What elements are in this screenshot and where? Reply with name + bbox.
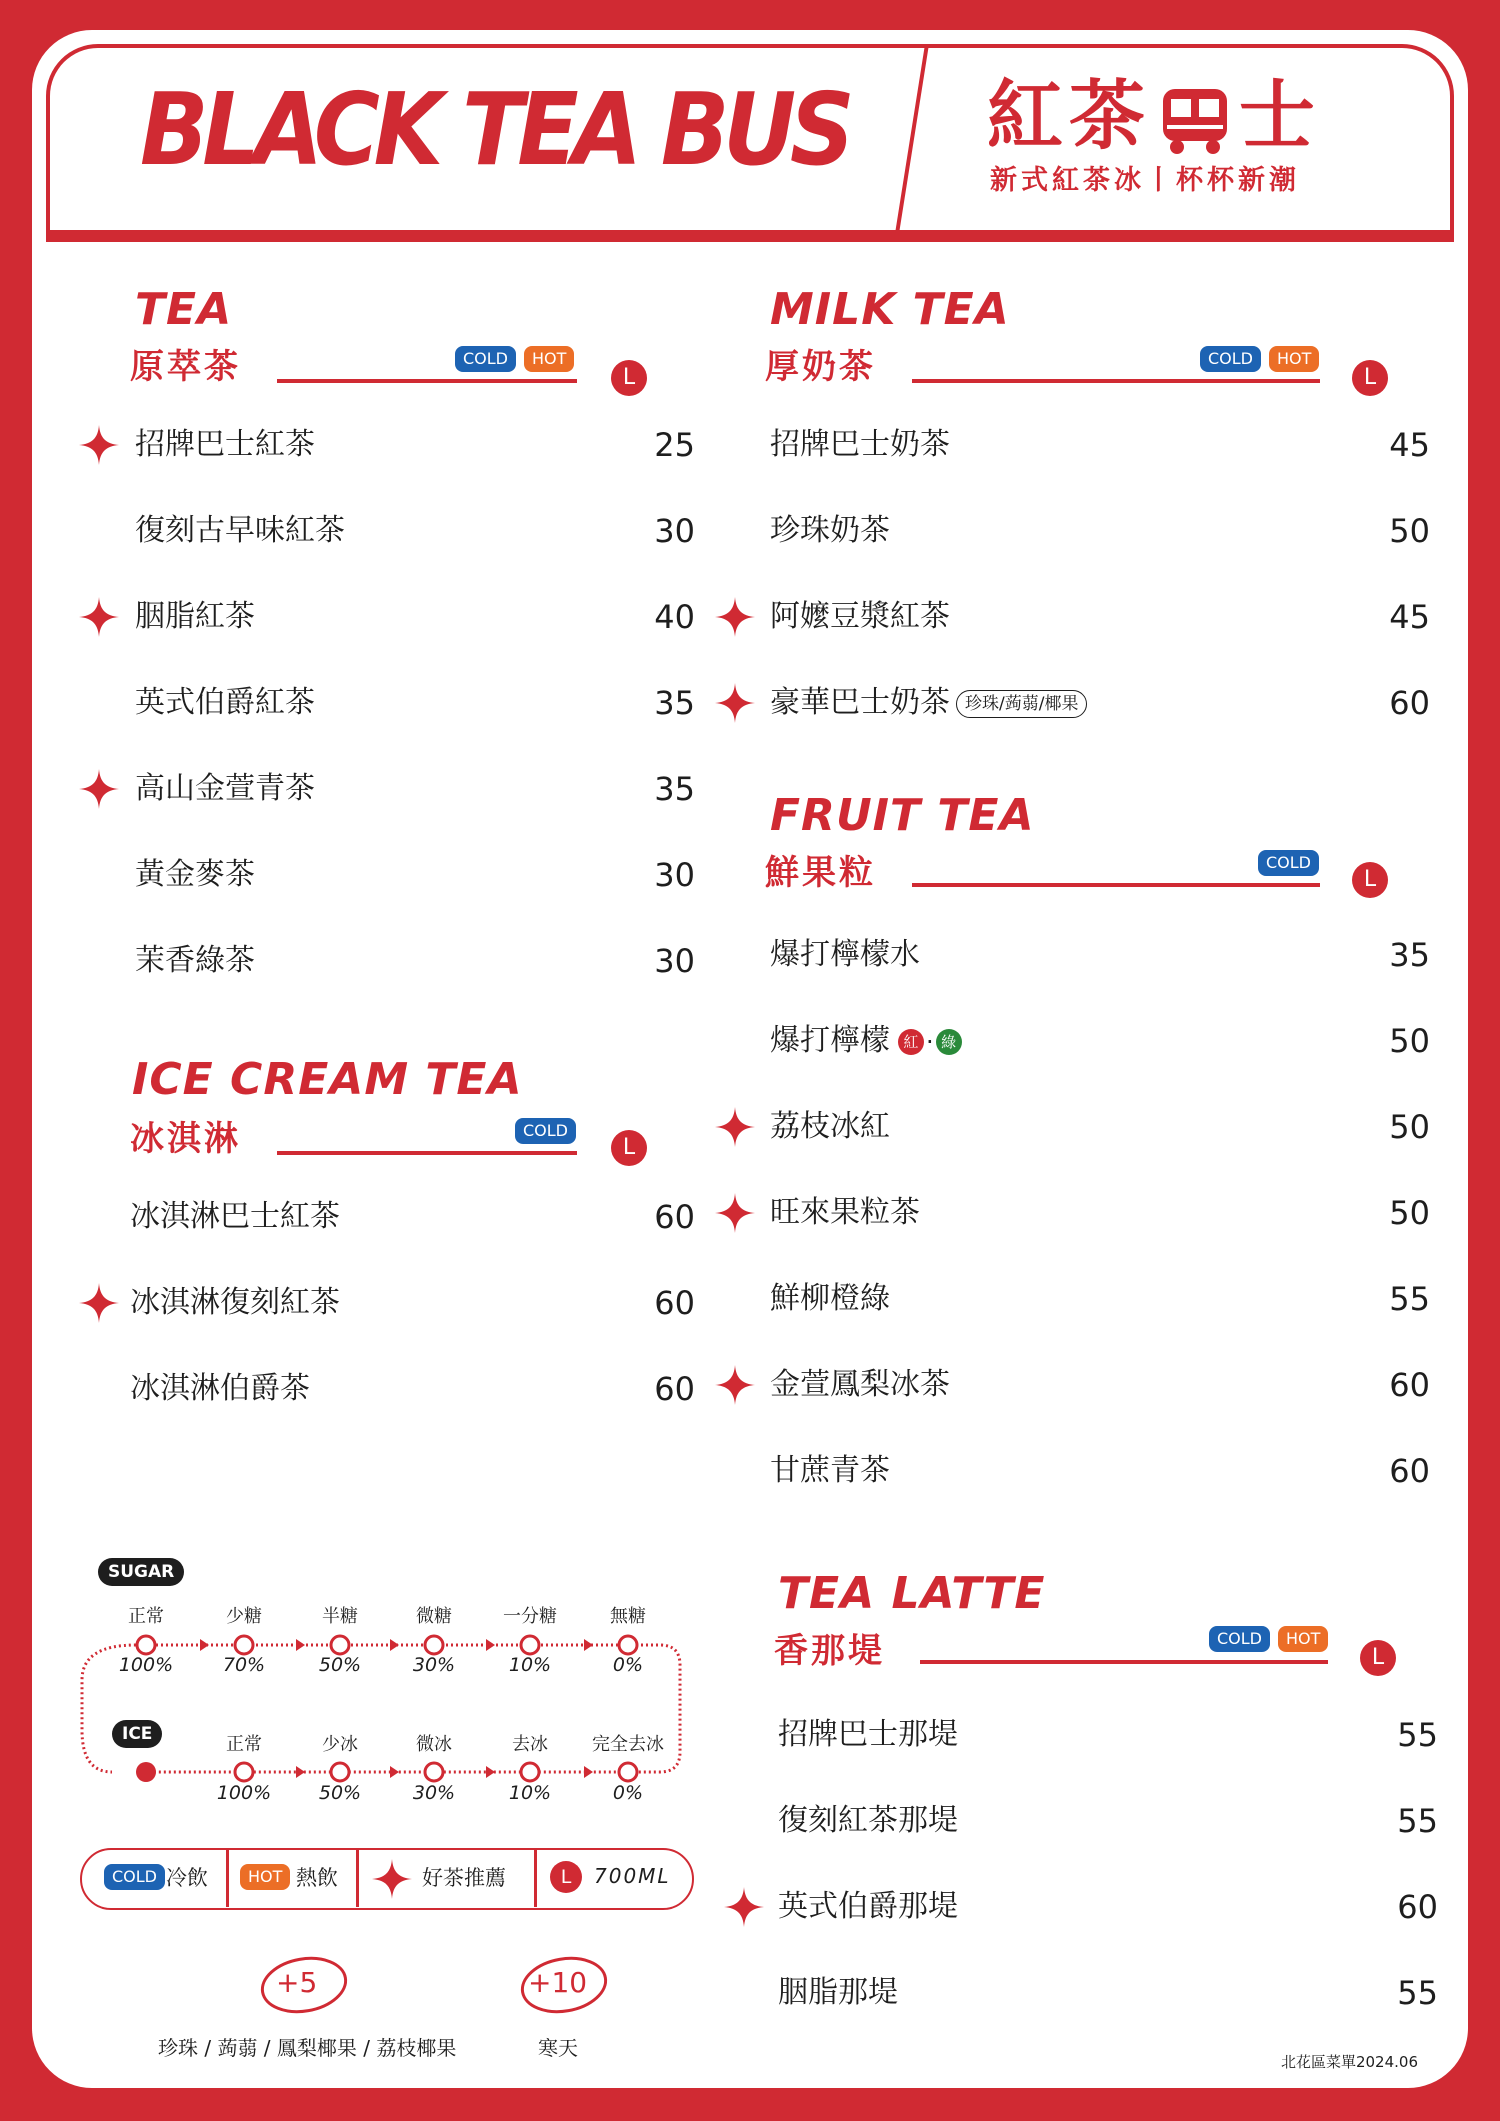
- milktea-title-zh: 厚奶茶: [765, 347, 876, 387]
- fruittea-title-zh: 鮮果粒: [765, 853, 876, 893]
- fruittea-title-en: FRUIT TEA: [770, 790, 1035, 841]
- menu-item: [770, 1446, 1430, 1496]
- legend-divider: [356, 1850, 359, 1907]
- route-arrow-icon: [296, 1766, 305, 1778]
- menu-item-label: 旺來果粒茶: [770, 1195, 920, 1230]
- menu-item-price: 30: [654, 512, 695, 550]
- route-arrow-icon: [486, 1766, 495, 1778]
- menu-item-price: 45: [1389, 598, 1430, 636]
- route-arrow-icon: [390, 1766, 399, 1778]
- menu-item-price: 55: [1389, 1280, 1430, 1318]
- ice-level-node: [521, 1763, 539, 1781]
- brand-zh-part-a: 紅茶: [987, 71, 1151, 160]
- menu-item-label: 茉香綠茶: [135, 943, 255, 978]
- menu-item: [770, 678, 1430, 728]
- menu-item-price: 30: [654, 942, 695, 980]
- sugar-ice-route: [32, 30, 732, 1850]
- sugar-level-percent: 70%: [222, 1654, 266, 1676]
- menu-item-price: 55: [1397, 1974, 1438, 2012]
- milktea-hot-badge: HOT: [1269, 346, 1319, 372]
- legend: [80, 1848, 694, 1910]
- menu-item-price: 40: [654, 598, 695, 636]
- sugar-level-percent: 50%: [318, 1654, 362, 1676]
- ice-level-percent: 30%: [412, 1782, 456, 1804]
- icecream-size-badge: L: [611, 1130, 647, 1166]
- option-green-dot: 綠: [936, 1029, 962, 1055]
- latte-title-zh: 香那堤: [774, 1631, 885, 1671]
- addon-10-price: +10: [528, 1966, 588, 1999]
- menu-item-name: [770, 930, 920, 980]
- bus-icon: [1157, 85, 1233, 157]
- menu-item-label: 胭脂那堤: [778, 1975, 898, 2010]
- menu-item-price: 60: [1397, 1888, 1438, 1926]
- menu-item: [770, 1360, 1430, 1410]
- menu-item-name: [770, 592, 950, 642]
- menu-item-name: [770, 1274, 890, 1324]
- legend-star-icon: [372, 1859, 412, 1899]
- sugar-level-percent: 100%: [118, 1654, 174, 1676]
- ice-start-dot: [136, 1762, 156, 1782]
- legend-star-text: 好茶推薦: [422, 1866, 506, 1890]
- menu-item-name: [770, 1360, 950, 1410]
- menu-item-price: 45: [1389, 426, 1430, 464]
- route-arrow-icon: [200, 1639, 209, 1651]
- option-red-dot: 紅: [898, 1029, 924, 1055]
- brand-tagline: 新式紅茶冰丨杯杯新潮: [990, 165, 1300, 196]
- sugar-level-name: 正常: [128, 1606, 164, 1627]
- menu-item-label: 爆打檸檬水: [770, 937, 920, 972]
- menu-card: [32, 30, 1468, 2088]
- sugar-level-name: 半糖: [322, 1606, 358, 1627]
- menu-item-price: 60: [1389, 1452, 1430, 1490]
- menu-version: 北花區菜單2024.06: [1280, 2053, 1418, 2071]
- menu-item-label: 荔枝冰紅: [770, 1109, 890, 1144]
- sugar-level-name: 微糖: [416, 1606, 452, 1627]
- menu-item-name: [778, 1882, 958, 1932]
- legend-divider: [534, 1850, 537, 1907]
- sugar-level-percent: 0%: [612, 1654, 644, 1676]
- ice-level-percent: 0%: [612, 1782, 644, 1804]
- menu-item-label: 豪華巴士奶茶: [770, 685, 950, 720]
- menu-item-label: 珍珠奶茶: [770, 513, 890, 548]
- menu-item-price: 60: [654, 1198, 695, 1236]
- tea-size-badge: L: [611, 360, 647, 396]
- ice-level-node: [425, 1763, 443, 1781]
- addon-5-items: 珍珠 / 蒟蒻 / 鳳梨椰果 / 荔枝椰果: [158, 2036, 457, 2060]
- ice-level-percent: 100%: [216, 1782, 272, 1804]
- legend-cold-badge: COLD: [104, 1864, 165, 1890]
- icecream-title-en: ICE CREAM TEA: [132, 1054, 523, 1105]
- route-arrow-icon: [584, 1639, 593, 1651]
- menu-item-price: 55: [1397, 1716, 1438, 1754]
- route-arrow-icon: [486, 1639, 495, 1651]
- ice-label: ICE: [112, 1720, 162, 1748]
- latte-rule: [920, 1660, 1328, 1664]
- menu-item-label: 甘蔗青茶: [770, 1453, 890, 1488]
- menu-item: [770, 592, 1430, 642]
- menu-item-label: 招牌巴士奶茶: [770, 427, 950, 462]
- route-arrow-icon: [390, 1639, 399, 1651]
- addon-5-price: +5: [276, 1966, 318, 1999]
- menu-item: [770, 1188, 1430, 1238]
- milktea-size-badge: L: [1352, 360, 1388, 396]
- milktea-rule: [912, 379, 1320, 383]
- menu-item-name: [770, 678, 1087, 728]
- brand-zh-part-b: 士: [1239, 71, 1321, 160]
- tea-title-zh: 原萃茶: [130, 347, 241, 387]
- ice-level-name: 正常: [226, 1734, 262, 1755]
- sugar-level-name: 少糖: [226, 1606, 262, 1627]
- menu-item-price: 35: [1389, 936, 1430, 974]
- sugar-level-name: 無糖: [610, 1606, 646, 1627]
- menu-item: [770, 506, 1430, 556]
- legend-hot-badge: HOT: [240, 1864, 290, 1890]
- menu-item-price: 60: [654, 1370, 695, 1408]
- menu-item-name: 爆打檸檬 紅 · 綠: [770, 1016, 962, 1067]
- menu-item-label: 復刻紅茶那堤: [778, 1803, 958, 1838]
- legend-size-badge: L: [550, 1861, 582, 1893]
- menu-item-label: 英式伯爵紅茶: [135, 685, 315, 720]
- sugar-level-node: [235, 1636, 253, 1654]
- menu-item-label: 冰淇淋伯爵茶: [130, 1371, 310, 1406]
- menu-item: [778, 1882, 1438, 1932]
- tea-cold-badge: COLD: [455, 346, 516, 372]
- latte-title-en: TEA LATTE: [778, 1568, 1046, 1619]
- menu-item: [778, 1796, 1438, 1846]
- sugar-level-node: [331, 1636, 349, 1654]
- sugar-level-node: [137, 1636, 155, 1654]
- menu-item: [770, 930, 1430, 980]
- brand-name-zh: [987, 71, 1321, 160]
- menu-item-label: 招牌巴士紅茶: [135, 427, 315, 462]
- menu-item-name: [770, 1188, 920, 1238]
- menu-item: [770, 420, 1430, 470]
- menu-item-label: 黃金麥茶: [135, 857, 255, 892]
- menu-item-price: 50: [1389, 512, 1430, 550]
- menu-item-name: [770, 1446, 890, 1496]
- milktea-cold-badge: COLD: [1200, 346, 1261, 372]
- milktea-title-en: MILK TEA: [770, 284, 1010, 335]
- menu-item-label: 阿嬤豆漿紅茶: [770, 599, 950, 634]
- fruittea-cold-badge: COLD: [1258, 850, 1319, 876]
- route-arrow-icon: [296, 1639, 305, 1651]
- menu-item-price: 50: [1389, 1194, 1430, 1232]
- menu-item-price: 60: [654, 1284, 695, 1322]
- menu-item-label: 爆打檸檬: [770, 1023, 890, 1058]
- menu-item-label: 招牌巴士那堤: [778, 1717, 958, 1752]
- sugar-level-percent: 30%: [412, 1654, 456, 1676]
- menu-item-price: 30: [654, 856, 695, 894]
- menu-item-price: 35: [654, 684, 695, 722]
- sugar-level-node: [425, 1636, 443, 1654]
- legend-divider: [226, 1850, 229, 1907]
- legend-cold-text: 冷飲: [166, 1866, 208, 1890]
- legend-hot-text: 熱飲: [296, 1866, 338, 1890]
- menu-item: [778, 1968, 1438, 2018]
- ice-level-name: 去冰: [512, 1734, 548, 1755]
- ice-level-name: 完全去冰: [592, 1734, 664, 1755]
- ice-level-name: 微冰: [416, 1734, 452, 1755]
- sugar-level-node: [619, 1636, 637, 1654]
- menu-item-label: 冰淇淋巴士紅茶: [130, 1199, 340, 1234]
- ice-level-node: [331, 1763, 349, 1781]
- menu-item-label: 復刻古早味紅茶: [135, 513, 345, 548]
- menu-item-name: [770, 420, 950, 470]
- ice-level-node: [235, 1763, 253, 1781]
- menu-item-label: 鮮柳橙綠: [770, 1281, 890, 1316]
- legend-size-text: 700ML: [594, 1864, 671, 1888]
- fruittea-size-badge: L: [1352, 862, 1388, 898]
- sugar-level-percent: 10%: [508, 1654, 552, 1676]
- icecream-cold-badge: COLD: [515, 1118, 576, 1144]
- ice-level-node: [619, 1763, 637, 1781]
- menu-item: [770, 1102, 1430, 1152]
- menu-item: [778, 1710, 1438, 1760]
- route-arrow-icon: [584, 1766, 593, 1778]
- menu-item-name: [770, 506, 890, 556]
- menu-item-name: [778, 1796, 958, 1846]
- menu-item-note: 珍珠/蒟蒻/椰果: [956, 690, 1087, 718]
- menu-item-label: 英式伯爵那堤: [778, 1889, 958, 1924]
- latte-size-badge: L: [1360, 1640, 1396, 1676]
- sugar-label: SUGAR: [98, 1558, 184, 1586]
- menu-item: [770, 1274, 1430, 1324]
- menu-item-price: 60: [1389, 684, 1430, 722]
- menu-item-price: 25: [654, 426, 695, 464]
- menu-item-price: 55: [1397, 1802, 1438, 1840]
- menu-item-price: 60: [1389, 1366, 1430, 1404]
- latte-hot-badge: HOT: [1278, 1626, 1328, 1652]
- menu-item-price: 50: [1389, 1108, 1430, 1146]
- tea-hot-badge: HOT: [524, 346, 574, 372]
- sugar-level-name: 一分糖: [503, 1606, 557, 1627]
- icecream-title-zh: 冰淇淋: [130, 1119, 241, 1159]
- brand-name-en: BLACK TEA BUS: [140, 71, 849, 188]
- menu-item-label: 高山金萱青茶: [135, 771, 315, 806]
- latte-cold-badge: COLD: [1209, 1626, 1270, 1652]
- menu-item-price: 50: [1389, 1022, 1430, 1060]
- fruittea-rule: [912, 883, 1320, 887]
- menu-item-label: 胭脂紅茶: [135, 599, 255, 634]
- menu-item: [770, 1016, 1430, 1066]
- menu-item-name: [778, 1710, 958, 1760]
- ice-level-name: 少冰: [322, 1734, 358, 1755]
- menu-item-name: [770, 1102, 890, 1152]
- ice-level-percent: 10%: [508, 1782, 552, 1804]
- menu-item-label: 冰淇淋復刻紅茶: [130, 1285, 340, 1320]
- recommended-star-icon: [724, 1887, 764, 1927]
- menu-item-label: 金萱鳳梨冰茶: [770, 1367, 950, 1402]
- addon-10-items: 寒天: [538, 2036, 578, 2060]
- menu-item-name: [778, 1968, 898, 2018]
- ice-level-percent: 50%: [318, 1782, 362, 1804]
- menu-item-price: 35: [654, 770, 695, 808]
- tea-title-en: TEA: [135, 284, 233, 335]
- sugar-level-node: [521, 1636, 539, 1654]
